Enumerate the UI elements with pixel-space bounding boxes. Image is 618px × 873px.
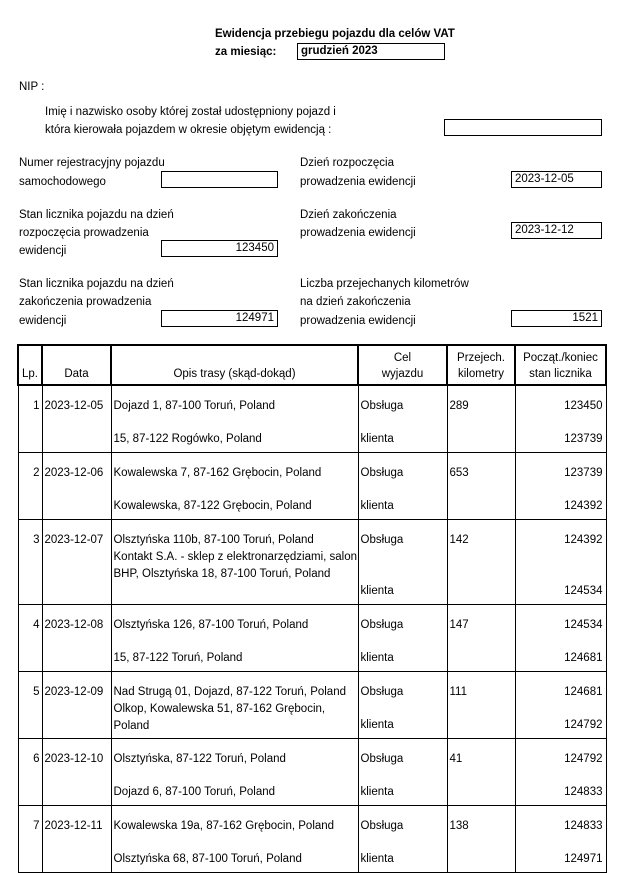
cell-route xyxy=(111,453,358,520)
start-date-label-line1: Dzień rozpoczęcia xyxy=(300,157,394,169)
cell-purpose xyxy=(358,520,447,605)
end-date-field[interactable]: 2023-12-12 xyxy=(511,222,602,239)
odometer-start: 124833 xyxy=(564,820,603,832)
table-row xyxy=(18,672,606,739)
table-row xyxy=(18,385,606,453)
odometer-start: 123739 xyxy=(564,467,603,479)
cell-odometer xyxy=(515,672,606,739)
cell-odometer xyxy=(515,385,606,453)
cell-date: 2023-12-07 xyxy=(42,520,111,605)
route-to: 15, 87-122 Rogówko, Poland xyxy=(113,433,262,445)
route-to: 15, 87-122 Toruń, Poland xyxy=(113,652,243,664)
odometer-end: 124681 xyxy=(564,652,603,664)
cell-km: 138 xyxy=(447,806,515,873)
cell-lp: 3 xyxy=(18,520,42,605)
start-date-label-line2: prowadzenia ewidencji xyxy=(300,176,416,188)
cell-route xyxy=(111,605,358,672)
purpose-line2: klienta xyxy=(360,500,394,512)
header-lp: Lp. xyxy=(18,345,42,385)
cell-km: 142 xyxy=(447,520,515,605)
person-field[interactable] xyxy=(444,119,602,136)
cell-route xyxy=(111,385,358,453)
cell-purpose xyxy=(358,672,447,739)
route-from: Kowalewska 7, 87-162 Grębocin, Poland xyxy=(113,467,322,479)
odometer-end: 124833 xyxy=(564,786,603,798)
cell-odometer xyxy=(515,739,606,806)
odometer-end: 124392 xyxy=(564,500,603,512)
cell-date: 2023-12-06 xyxy=(42,453,111,520)
cell-lp: 6 xyxy=(18,739,42,806)
cell-odometer xyxy=(515,520,606,605)
route-to: Olkop, Kowalewska 51, 87-162 Grębocin, Poland xyxy=(113,703,326,732)
header-purpose: Cel wyjazdu xyxy=(358,345,447,385)
route-from: Dojazd 1, 87-100 Toruń, Poland xyxy=(113,400,276,412)
purpose-line1: Obsługa xyxy=(360,467,404,479)
odometer-start-label-line1: Stan licznika pojazdu na dzień xyxy=(19,209,174,221)
table-row xyxy=(18,605,606,672)
odometer-start: 124534 xyxy=(564,619,603,631)
odometer-end: 123739 xyxy=(564,433,603,445)
table-row xyxy=(18,739,606,806)
cell-purpose xyxy=(358,739,447,806)
purpose-line1: Obsługa xyxy=(360,534,404,546)
cell-route xyxy=(111,806,358,873)
cell-odometer xyxy=(515,605,606,672)
odometer-start: 124681 xyxy=(564,686,603,698)
cell-purpose xyxy=(358,453,447,520)
cell-lp: 7 xyxy=(18,806,42,873)
header-route: Opis trasy (skąd-dokąd) xyxy=(111,345,358,385)
route-from: Kowalewska 19a, 87-162 Grębocin, Poland xyxy=(113,820,335,832)
table-body xyxy=(18,385,606,873)
purpose-line1: Obsługa xyxy=(360,686,404,698)
cell-km: 147 xyxy=(447,605,515,672)
purpose-line1: Obsługa xyxy=(360,400,404,412)
cell-odometer xyxy=(515,806,606,873)
cell-route xyxy=(111,739,358,806)
cell-date: 2023-12-10 xyxy=(42,739,111,806)
cell-km: 653 xyxy=(447,453,515,520)
cell-date: 2023-12-05 xyxy=(42,385,111,453)
purpose-line2: klienta xyxy=(360,652,394,664)
registration-field[interactable] xyxy=(161,171,278,188)
end-date-label-line1: Dzień zakończenia xyxy=(300,209,397,221)
start-date-field[interactable]: 2023-12-05 xyxy=(511,171,602,188)
route-from: Olsztyńska 110b, 87-100 Toruń, Poland xyxy=(113,534,314,546)
odometer-end: 124534 xyxy=(564,585,603,597)
odometer-end-label-line1: Stan licznika pojazdu na dzień xyxy=(19,278,174,290)
odometer-end: 124971 xyxy=(564,853,603,865)
odometer-end-label-line3: ewidencji xyxy=(19,315,67,327)
nip-label: NIP : xyxy=(19,81,45,93)
registration-label-line2: samochodowego xyxy=(19,176,106,188)
cell-lp: 2 xyxy=(18,453,42,520)
cell-lp: 5 xyxy=(18,672,42,739)
route-from: Olsztyńska, 87-122 Toruń, Poland xyxy=(113,753,286,765)
person-label-line1: Imię i nazwisko osoby której został udostępniony pojazd i xyxy=(45,106,336,118)
purpose-line2: klienta xyxy=(360,433,394,445)
cell-route xyxy=(111,520,358,605)
odometer-end-field[interactable]: 124971 xyxy=(161,310,278,327)
cell-km: 41 xyxy=(447,739,515,806)
cell-date: 2023-12-08 xyxy=(42,605,111,672)
cell-odometer xyxy=(515,453,606,520)
cell-km: 111 xyxy=(447,672,515,739)
cell-km: 289 xyxy=(447,385,515,453)
registration-label-line1: Numer rejestracyjny pojazdu xyxy=(19,157,165,169)
person-label-line2: która kierowała pojazdem w okresie objętym ewidencją : xyxy=(45,124,332,136)
purpose-line2: klienta xyxy=(360,719,394,731)
odometer-start: 123450 xyxy=(564,400,603,412)
odometer-end-label-line2: zakończenia prowadzenia xyxy=(19,296,152,308)
route-to: Dojazd 6, 87-100 Toruń, Poland xyxy=(113,786,276,798)
odometer-start-field[interactable]: 123450 xyxy=(161,240,278,257)
odometer-end: 124792 xyxy=(564,719,603,731)
cell-purpose xyxy=(358,806,447,873)
cell-purpose xyxy=(358,385,447,453)
route-to: Kowalewska, 87-122 Grębocin, Poland xyxy=(113,500,312,512)
odometer-start-label-line3: ewidencji xyxy=(19,245,67,257)
purpose-line2: klienta xyxy=(360,786,394,798)
purpose-line1: Obsługa xyxy=(360,820,404,832)
cell-date: 2023-12-09 xyxy=(42,672,111,739)
km-total-field[interactable]: 1521 xyxy=(511,310,602,327)
route-from: Olsztyńska 126, 87-100 Toruń, Poland xyxy=(113,619,309,631)
purpose-line2: klienta xyxy=(360,585,394,597)
purpose-line1: Obsługa xyxy=(360,619,404,631)
odometer-start-label-line2: rozpoczęcia prowadzenia xyxy=(19,227,149,239)
cell-purpose xyxy=(358,605,447,672)
km-label-line1: Liczba przejechanych kilometrów xyxy=(300,278,469,290)
purpose-line2: klienta xyxy=(360,853,394,865)
header-odometer: Począt./koniec stan licznika xyxy=(515,345,606,385)
km-label-line3: prowadzenia ewidencji xyxy=(300,315,416,327)
odometer-start: 124792 xyxy=(564,753,603,765)
month-label: za miesiąc: xyxy=(215,46,277,58)
cell-lp: 1 xyxy=(18,385,42,453)
km-label-line2: na dzień zakończenia xyxy=(300,296,411,308)
purpose-line1: Obsługa xyxy=(360,753,404,765)
route-to: Olsztyńska 68, 87-100 Toruń, Poland xyxy=(113,853,302,865)
cell-date: 2023-12-11 xyxy=(42,806,111,873)
table-row xyxy=(18,520,606,605)
end-date-label-line2: prowadzenia ewidencji xyxy=(300,227,416,239)
header-km: Przejech. kilometry xyxy=(447,345,515,385)
month-field[interactable]: grudzień 2023 xyxy=(297,43,445,60)
document-title: Ewidencja przebiegu pojazdu dla celów VAT xyxy=(215,28,455,40)
route-to: Kontakt S.A. - sklep z elektronarzędziami, salon BHP, Olsztyńska 18, 87-100 Toruń, Poland xyxy=(113,551,358,580)
table-row xyxy=(18,453,606,520)
table-row xyxy=(18,806,606,873)
route-from: Nad Strugą 01, Dojazd, 87-122 Toruń, Poland xyxy=(113,686,346,698)
header-date: Data xyxy=(42,345,111,385)
cell-lp: 4 xyxy=(18,605,42,672)
odometer-start: 124392 xyxy=(564,534,603,546)
mileage-log-table xyxy=(17,344,607,873)
cell-route xyxy=(111,672,358,739)
table-header-row xyxy=(18,345,606,385)
